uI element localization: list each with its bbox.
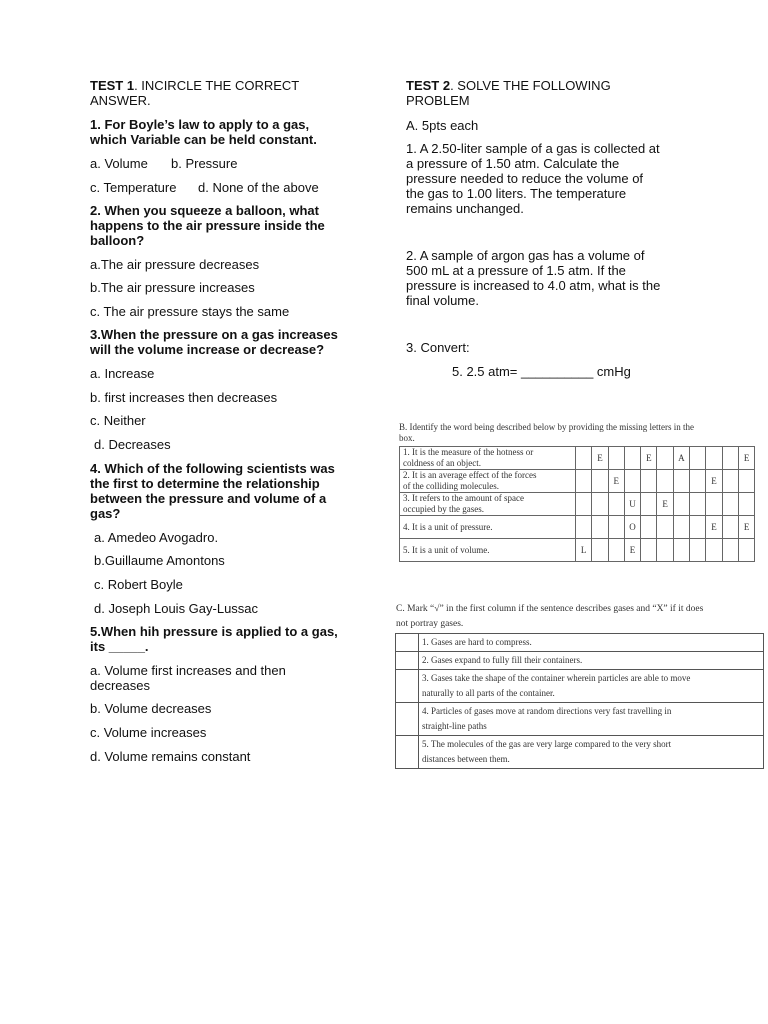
problem-3: 3. Convert: xyxy=(406,340,470,355)
q4-option-a[interactable]: a. Amedeo Avogadro. xyxy=(94,530,219,545)
letter-box[interactable] xyxy=(641,493,657,516)
q4-option-b[interactable]: b.Guillaume Amontons xyxy=(94,553,225,568)
statement-row xyxy=(396,736,764,769)
statement-text: 3. Gases take the shape of the container wherein particles are able to move naturally to all parts of the container. xyxy=(419,670,764,703)
letter-box[interactable] xyxy=(722,493,738,516)
q2-option-a[interactable]: a.The air pressure decreases xyxy=(90,257,260,272)
letter-box[interactable] xyxy=(608,516,624,539)
letter-box[interactable] xyxy=(722,447,738,470)
letter-box[interactable] xyxy=(657,516,673,539)
letter-box: E xyxy=(706,470,722,493)
mark-box[interactable] xyxy=(396,736,419,769)
letter-box: U xyxy=(624,493,640,516)
letter-box[interactable] xyxy=(673,539,689,562)
letter-box[interactable] xyxy=(657,539,673,562)
q5-option-a[interactable]: a. Volume first increases and then decreases xyxy=(90,663,286,693)
puzzle-row xyxy=(400,539,755,562)
letter-box[interactable] xyxy=(592,493,608,516)
letter-box[interactable] xyxy=(706,493,722,516)
letter-box[interactable] xyxy=(592,470,608,493)
letter-box[interactable] xyxy=(690,516,706,539)
q3-option-d[interactable]: d. Decreases xyxy=(94,437,171,452)
statement-text: 1. Gases are hard to compress. xyxy=(419,634,764,652)
puzzle-clue: 4. It is a unit of pressure. xyxy=(400,516,576,539)
letter-box[interactable] xyxy=(738,470,754,493)
letter-box[interactable] xyxy=(641,516,657,539)
problem-2: 2. A sample of argon gas has a volume of 500 mL at a pressure of 1.5 atm. If the pressure is increased to 4.0 atm, what is the final volume. xyxy=(406,248,661,308)
letter-box: O xyxy=(624,516,640,539)
q2-option-b[interactable]: b.The air pressure increases xyxy=(90,280,255,295)
test2-part-a-label: A. 5pts each xyxy=(406,118,479,133)
test1-heading: TEST 1. INCIRCLE THE CORRECT ANSWER. xyxy=(90,78,300,108)
letter-box: E xyxy=(592,447,608,470)
q3-option-c[interactable]: c. Neither xyxy=(90,413,146,428)
statement-text: 2. Gases expand to fully fill their containers. xyxy=(419,652,764,670)
letter-box[interactable] xyxy=(673,493,689,516)
statement-row xyxy=(396,670,764,703)
puzzle-clue: 5. It is a unit of volume. xyxy=(400,539,576,562)
q4-option-c[interactable]: c. Robert Boyle xyxy=(94,577,183,592)
q1-option-c[interactable]: c. Temperature xyxy=(90,180,177,195)
letter-box[interactable] xyxy=(738,539,754,562)
gas-statements-table xyxy=(395,633,764,769)
letter-box: A xyxy=(673,447,689,470)
mark-box[interactable] xyxy=(396,703,419,736)
mark-box[interactable] xyxy=(396,652,419,670)
letter-box[interactable] xyxy=(608,447,624,470)
letter-box: L xyxy=(576,539,592,562)
mark-box[interactable] xyxy=(396,634,419,652)
word-puzzle-table xyxy=(399,446,755,562)
q2-option-c[interactable]: c. The air pressure stays the same xyxy=(90,304,290,319)
test2-heading: TEST 2. SOLVE THE FOLLOWING PROBLEM xyxy=(406,78,611,108)
q1-option-b[interactable]: b. Pressure xyxy=(171,156,238,171)
statement-row xyxy=(396,703,764,736)
letter-box[interactable] xyxy=(722,470,738,493)
letter-box[interactable] xyxy=(722,539,738,562)
statement-row xyxy=(396,634,764,652)
letter-box[interactable] xyxy=(657,470,673,493)
question-5: 5.When hih pressure is applied to a gas, its _____. xyxy=(90,624,338,654)
letter-box[interactable] xyxy=(690,470,706,493)
letter-box[interactable] xyxy=(624,470,640,493)
puzzle-clue: 3. It refers to the amount of space occupied by the gases. xyxy=(400,493,576,516)
q1-option-a[interactable]: a. Volume xyxy=(90,156,148,171)
puzzle-row xyxy=(400,493,755,516)
q3-option-b[interactable]: b. first increases then decreases xyxy=(90,390,278,405)
puzzle-clue: 1. It is the measure of the hotness or coldness of an object. xyxy=(400,447,576,470)
letter-box: E xyxy=(738,516,754,539)
q1-option-d[interactable]: d. None of the above xyxy=(198,180,319,195)
question-2: 2. When you squeeze a balloon, what happens to the air pressure inside the balloon? xyxy=(90,203,325,248)
question-3: 3.When the pressure on a gas increases will the volume increase or decrease? xyxy=(90,327,338,357)
letter-box[interactable] xyxy=(722,516,738,539)
statement-text: 4. Particles of gases move at random directions very fast travelling in straight-line paths xyxy=(419,703,764,736)
convert-item[interactable]: 5. 2.5 atm= __________ cmHg xyxy=(452,364,631,379)
letter-box[interactable] xyxy=(690,447,706,470)
letter-box[interactable] xyxy=(576,470,592,493)
letter-box[interactable] xyxy=(706,447,722,470)
letter-box[interactable] xyxy=(690,493,706,516)
q5-option-c[interactable]: c. Volume increases xyxy=(90,725,207,740)
letter-box[interactable] xyxy=(576,516,592,539)
letter-box[interactable] xyxy=(690,539,706,562)
letter-box[interactable] xyxy=(738,493,754,516)
letter-box[interactable] xyxy=(641,470,657,493)
letter-box: E xyxy=(641,447,657,470)
letter-box[interactable] xyxy=(641,539,657,562)
letter-box[interactable] xyxy=(576,447,592,470)
letter-box: E xyxy=(738,447,754,470)
letter-box: E xyxy=(608,470,624,493)
letter-box: E xyxy=(706,516,722,539)
letter-box[interactable] xyxy=(592,516,608,539)
letter-box[interactable] xyxy=(608,493,624,516)
question-1: 1. For Boyle’s law to apply to a gas, which Variable can be held constant. xyxy=(90,117,317,147)
q3-option-a[interactable]: a. Increase xyxy=(90,366,155,381)
mark-box[interactable] xyxy=(396,670,419,703)
q4-option-d[interactable]: d. Joseph Louis Gay-Lussac xyxy=(94,601,259,616)
letter-box[interactable] xyxy=(673,470,689,493)
q5-option-b[interactable]: b. Volume decreases xyxy=(90,701,212,716)
letter-box[interactable] xyxy=(592,539,608,562)
letter-box: E xyxy=(624,539,640,562)
statement-row xyxy=(396,652,764,670)
letter-box[interactable] xyxy=(608,539,624,562)
q5-option-d[interactable]: d. Volume remains constant xyxy=(90,749,251,764)
part-b-instruction: B. Identify the word being described below by providing the missing letters in the box. xyxy=(399,422,694,443)
question-4: 4. Which of the following scientists was the first to determine the relationship between the pressure and volume of a gas? xyxy=(90,461,335,521)
puzzle-clue: 2. It is an average effect of the forces of the colliding molecules. xyxy=(400,470,576,493)
puzzle-row xyxy=(400,447,755,470)
part-c-instruction: C. Mark “√” in the first column if the sentence describes gases and “X” if it does not portray gases. xyxy=(396,604,704,629)
puzzle-row xyxy=(400,470,755,493)
letter-box[interactable] xyxy=(624,447,640,470)
letter-box[interactable] xyxy=(576,493,592,516)
letter-box[interactable] xyxy=(673,516,689,539)
letter-box[interactable] xyxy=(657,447,673,470)
letter-box: E xyxy=(657,493,673,516)
puzzle-row xyxy=(400,516,755,539)
letter-box[interactable] xyxy=(706,539,722,562)
problem-1: 1. A 2.50-liter sample of a gas is collected at a pressure of 1.50 atm. Calculate the pressure needed to reduce the volume of the gas to 1.00 liters. The temperature remains unchanged. xyxy=(406,141,660,216)
statement-text: 5. The molecules of the gas are very large compared to the very short distances between them. xyxy=(419,736,764,769)
